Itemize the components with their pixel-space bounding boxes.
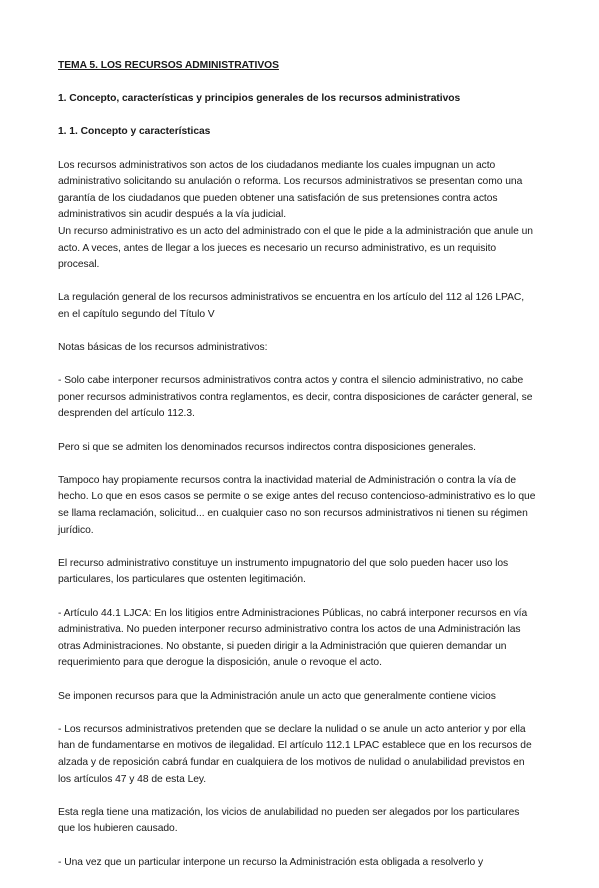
document-body: [58, 58, 538, 888]
section-heading: 1. Concepto, características y principios generales de los recursos administrativos: [58, 93, 461, 105]
paragraph: Un recurso administrativo es un acto del administrado con el que le pide a la administración que anule un acto. A veces, antes de llegar a los jueces es necesario un recurso administrativo, es un requisito procesal.: [58, 225, 533, 271]
paragraph: El recurso administrativo constituye un instrumento impugnatorio del que solo pueden hacer uso los particulares, los particulares que ostenten legitimación.: [58, 557, 509, 586]
paragraph: La regulación general de los recursos administrativos se encuentra en los artículo del 112 al 126 LPAC, en el capítulo segundo del Título V: [58, 292, 525, 320]
document-title: TEMA 5. LOS RECURSOS ADMINISTRATIVOS: [58, 60, 279, 71]
paragraph: - Una vez que un particular interpone un recurso la Administración esta obligada a resolverlo y: [58, 856, 484, 868]
paragraph: Tampoco hay propiamente recursos contra la inactividad material de Administración o contra la vía de hecho. Lo que en esos casos se permite o se exige antes del recuso contencioso-administrativo es lo que se llama reclamación, solicitud... en cualquier caso no son recursos administrativos ni tienen su régimen jurídico.: [58, 474, 536, 536]
paragraph: - Artículo 44.1 LJCA: En los litigios entre Administraciones Públicas, no cabrá interponer recursos en vía administrativa. No pueden interponer recurso administrativo contra los actos de una Administración las otras Administraciones. No obstante, si pueden dirigir a la Administración que quieren demandar un requerimiento para que derogue la disposición, anule o revoque el acto.: [58, 607, 528, 669]
subsection-heading: 1. 1. Concepto y características: [58, 126, 211, 138]
paragraph: Se imponen recursos para que la Administración anule un acto que generalmente contiene vicios: [58, 690, 496, 702]
paragraph: - Solo cabe interponer recursos administrativos contra actos y contra el silencio administrativo, no cabe poner recursos administrativos contra reglamentos, es decir, contra disposiciones de carácter general, se desprenden del artículo 112.3.: [58, 375, 533, 420]
paragraph: Pero si que se admiten los denominados recursos indirectos contra disposiciones generales.: [58, 441, 476, 453]
paragraph: - Los recursos administrativos pretenden que se declare la nulidad o se anule un acto anterior y por ella han de fundamentarse en motivos de ilegalidad. El artículo 112.1 LPAC establece que en los recursos de alzada y de reposición cabrá fundar en cualquiera de los motivos de nulidad o anulabilidad previstos en los artículos 47 y 48 de esta Ley.: [58, 723, 532, 785]
paragraph: Esta regla tiene una matización, los vicios de anulabilidad no pueden ser alegados por los particulares que los hubieren causado.: [58, 806, 520, 835]
paragraph: Los recursos administrativos son actos de los ciudadanos mediante los cuales impugnan un acto administrativo solicitando su anulación o reforma. Los recursos administrativos se presentan como una garantía de los ciudadanos que pueden obtener una satisfación de sus pretensiones contra actos administrativos sin acudir después a la vía judicial.: [58, 159, 523, 221]
paragraph: Notas básicas de los recursos administrativos:: [58, 342, 268, 354]
